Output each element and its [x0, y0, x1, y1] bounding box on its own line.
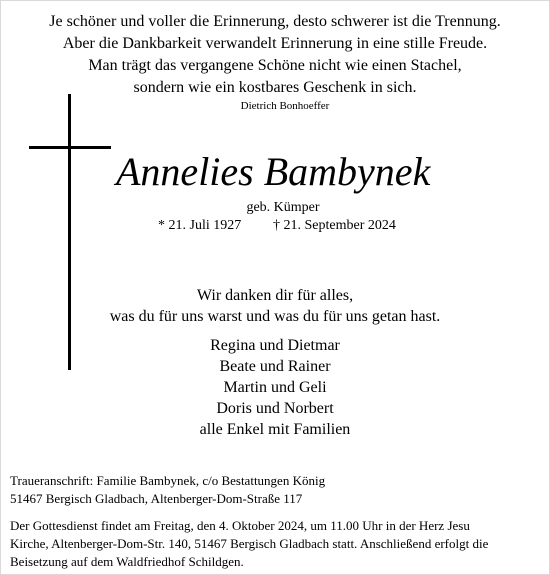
- service-line: Beisetzung auf dem Waldfriedhof Schildgen.: [10, 554, 244, 569]
- mourner-entry: Regina und Dietmar: [210, 337, 340, 354]
- service-line: Der Gottesdienst findet am Freitag, den 4. Oktober 2024, um 11.00 Uhr in der Herz Jesu: [10, 518, 470, 533]
- cross-horizontal-bar: [29, 146, 111, 149]
- mourner-entry: alle Enkel mit Familien: [199, 421, 351, 438]
- mourner-entry: Doris und Norbert: [216, 400, 334, 417]
- service-information: [10, 517, 535, 571]
- thanks-line: Wir danken dir für alles,: [196, 287, 354, 304]
- maiden-name: geb. Kümper: [246, 200, 320, 215]
- mourning-address: [10, 472, 325, 508]
- quote-line: Aber die Dankbarkeit verwandelt Erinnerung in eine stille Freude.: [62, 35, 488, 52]
- quote-line: Je schöner und voller die Erinnerung, desto schwerer ist die Trennung.: [49, 13, 501, 30]
- death-date: † 21. September 2024: [273, 218, 396, 233]
- quote-author: Dietrich Bonhoeffer: [240, 100, 330, 112]
- mourners-list: [1, 335, 549, 440]
- thanks-message: [1, 285, 549, 327]
- quote-line: Man trägt das vergangene Schöne nicht wie einen Stachel,: [88, 57, 462, 74]
- quote-line: sondern wie ein kostbares Geschenk in sich.: [133, 79, 417, 96]
- mourner-entry: Martin und Geli: [223, 379, 327, 396]
- cross-vertical-bar: [68, 94, 71, 370]
- mourner-entry: Beate und Rainer: [219, 358, 331, 375]
- birth-date: * 21. Juli 1927: [158, 218, 242, 233]
- memorial-quote: [1, 11, 549, 113]
- service-line: Kirche, Altenberger-Dom-Str. 140, 51467 Bergisch Gladbach statt. Anschließend erfolgt die: [10, 536, 489, 551]
- address-line: 51467 Bergisch Gladbach, Altenberger-Dom-Straße 117: [10, 491, 303, 506]
- deceased-name: Annelies Bambynek: [116, 149, 431, 194]
- thanks-line: was du für uns warst und was du für uns getan hast.: [109, 308, 441, 325]
- address-line: Traueranschrift: Familie Bambynek, c/o Bestattungen König: [10, 473, 326, 488]
